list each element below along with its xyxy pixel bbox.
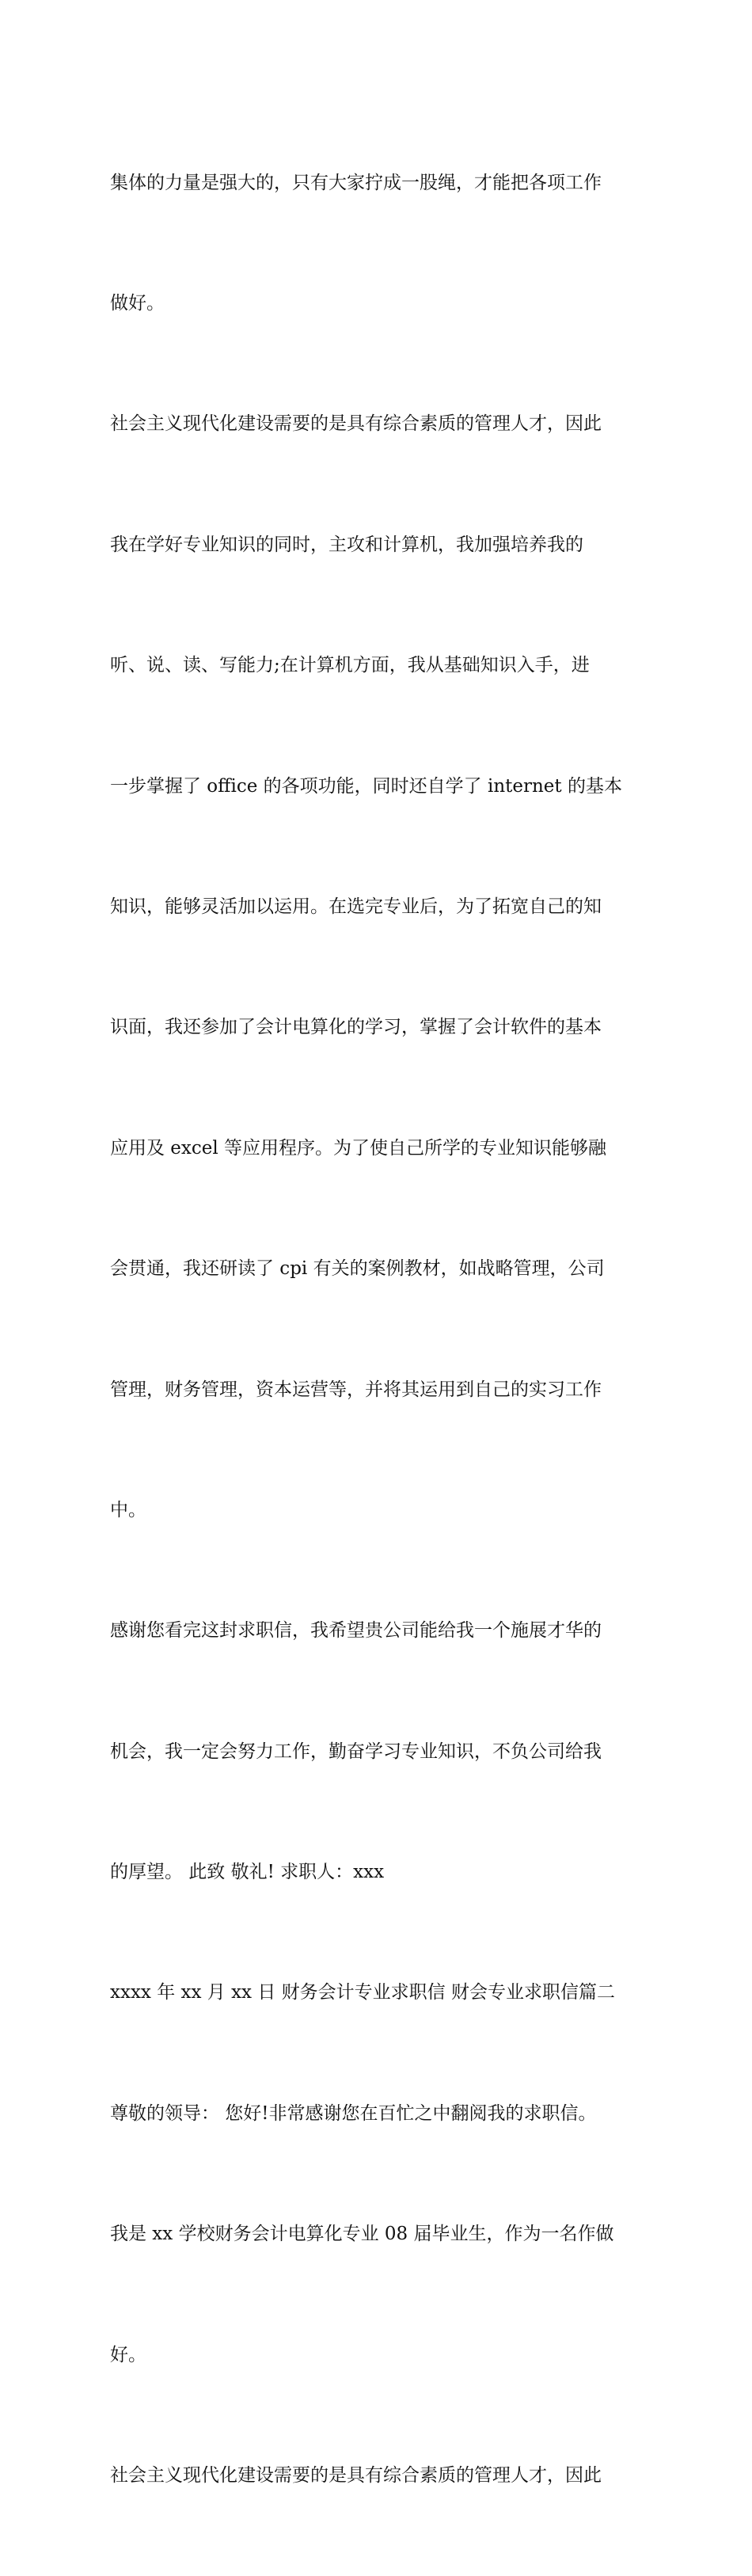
text-line: 知识，能够灵活加以运用。在选完专业后，为了拓宽自己的知 <box>110 896 602 917</box>
text-line: 中。 <box>110 1499 146 1520</box>
text-line: 做好。 <box>110 292 165 314</box>
text-line: 感谢您看完这封求职信，我希望贵公司能给我一个施展才华的 <box>110 1620 602 1642</box>
text-line: 社会主义现代化建设需要的是具有综合素质的管理人才，因此 <box>110 2465 602 2487</box>
text-line: 的厚望。 此致 敬礼! 求职人：xxx <box>110 1862 385 1883</box>
text-line: 会贯通，我还研读了 cpi 有关的案例教材，如战略管理，公司 <box>110 1258 605 1280</box>
text-line: 社会主义现代化建设需要的是具有综合素质的管理人才，因此 <box>110 413 602 435</box>
text-line: 我是 xx 学校财务会计电算化专业 08 届毕业生，作为一名作做 <box>110 2224 614 2245</box>
text-line: 好。 <box>110 2344 146 2365</box>
text-line: 集体的力量是强大的，只有大家拧成一股绳，才能把各项工作 <box>110 172 602 193</box>
text-line: 尊敬的领导： 您好!非常感谢您在百忙之中翻阅我的求职信。 <box>110 2102 597 2124</box>
text-line: 应用及 excel 等应用程序。为了使自己所学的专业知识能够融 <box>110 1137 607 1159</box>
cover-letter-text <box>110 82 648 2576</box>
text-line: 机会，我一定会努力工作，勤奋学习专业知识，不负公司给我 <box>110 1741 602 1762</box>
text-line: 识面，我还参加了会计电算化的学习，掌握了会计软件的基本 <box>110 1017 602 1038</box>
text-line: 我在学好专业知识的同时，主攻和计算机，我加强培养我的 <box>110 534 583 555</box>
text-line: 一步掌握了 office 的各项功能，同时还自学了 internet 的基本 <box>110 775 622 797</box>
text-line: 听、说、读、写能力;在计算机方面，我从基础知识入手，进 <box>110 655 590 676</box>
text-line: 管理，财务管理，资本运营等，并将其运用到自己的实习工作 <box>110 1379 602 1400</box>
text-line: xxxx 年 xx 月 xx 日 财务会计专业求职信 财会专业求职信篇二 <box>110 1982 615 2003</box>
